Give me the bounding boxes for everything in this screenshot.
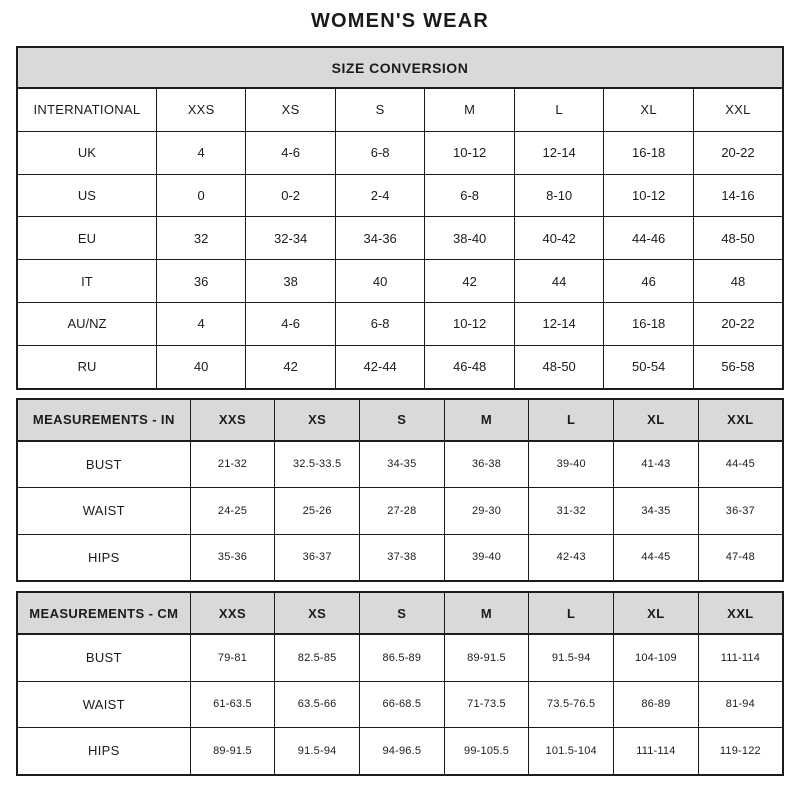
measurements-cm-title: MEASUREMENTS - CM — [17, 592, 190, 634]
cell: 6-8 — [335, 302, 425, 345]
header-cell-s: S — [335, 88, 425, 131]
cell: 66-68.5 — [359, 681, 444, 728]
size-conversion-title: SIZE CONVERSION — [17, 47, 783, 88]
row-label: AU/NZ — [17, 302, 156, 345]
table-row-bust-in — [17, 441, 783, 488]
cell: 44-45 — [614, 534, 699, 581]
cell: 10-12 — [425, 131, 515, 174]
cell: 12-14 — [514, 131, 604, 174]
cell: 56-58 — [693, 345, 783, 388]
header-cell-xl: XL — [614, 399, 699, 441]
header-cell-xxl: XXL — [693, 88, 783, 131]
row-label: IT — [17, 260, 156, 303]
cell: 36-38 — [444, 441, 529, 488]
cell: 94-96.5 — [359, 728, 444, 775]
measurements-cm-table — [16, 591, 784, 776]
cell: 41-43 — [614, 441, 699, 488]
cell: 10-12 — [604, 174, 694, 217]
cell: 46 — [604, 260, 694, 303]
table-row-bust-cm — [17, 634, 783, 681]
cell: 4-6 — [246, 302, 336, 345]
header-cell-xxs: XXS — [190, 592, 275, 634]
table-row-it — [17, 260, 783, 303]
cell: 32.5-33.5 — [275, 441, 360, 488]
cell: 6-8 — [335, 131, 425, 174]
cell: 16-18 — [604, 302, 694, 345]
cell: 63.5-66 — [275, 681, 360, 728]
row-label: WAIST — [17, 681, 190, 728]
header-cell-xxl: XXL — [698, 399, 783, 441]
measurements-in-header-row — [17, 399, 783, 441]
row-label: US — [17, 174, 156, 217]
header-cell-s: S — [359, 399, 444, 441]
cell: 44 — [514, 260, 604, 303]
cell: 50-54 — [604, 345, 694, 388]
header-cell-xl: XL — [604, 88, 694, 131]
cell: 40 — [335, 260, 425, 303]
cell: 6-8 — [425, 174, 515, 217]
cell: 48-50 — [693, 217, 783, 260]
cell: 21-32 — [190, 441, 275, 488]
table-row-hips-in — [17, 534, 783, 581]
cell: 82.5-85 — [275, 634, 360, 681]
cell: 14-16 — [693, 174, 783, 217]
table-row-ru — [17, 345, 783, 388]
cell: 119-122 — [698, 728, 783, 775]
cell: 86-89 — [614, 681, 699, 728]
cell: 40-42 — [514, 217, 604, 260]
header-cell-s: S — [359, 592, 444, 634]
cell: 35-36 — [190, 534, 275, 581]
cell: 91.5-94 — [529, 634, 614, 681]
table-row-eu — [17, 217, 783, 260]
row-label: BUST — [17, 634, 190, 681]
size-conversion-table — [16, 46, 784, 390]
table-row-hips-cm — [17, 728, 783, 775]
cell: 79-81 — [190, 634, 275, 681]
cell: 10-12 — [425, 302, 515, 345]
cell: 42-43 — [529, 534, 614, 581]
size-chart-page — [16, 0, 784, 776]
header-cell-xxl: XXL — [698, 592, 783, 634]
cell: 104-109 — [614, 634, 699, 681]
cell: 34-35 — [614, 488, 699, 535]
cell: 32-34 — [246, 217, 336, 260]
cell: 25-26 — [275, 488, 360, 535]
cell: 111-114 — [698, 634, 783, 681]
cell: 16-18 — [604, 131, 694, 174]
cell: 99-105.5 — [444, 728, 529, 775]
header-cell-m: M — [444, 592, 529, 634]
cell: 38-40 — [425, 217, 515, 260]
cell: 42 — [246, 345, 336, 388]
table-row-aunz — [17, 302, 783, 345]
cell: 0-2 — [246, 174, 336, 217]
header-cell-l: L — [514, 88, 604, 131]
row-label: EU — [17, 217, 156, 260]
cell: 89-91.5 — [190, 728, 275, 775]
cell: 8-10 — [514, 174, 604, 217]
cell: 111-114 — [614, 728, 699, 775]
row-label: BUST — [17, 441, 190, 488]
cell: 39-40 — [444, 534, 529, 581]
cell: 61-63.5 — [190, 681, 275, 728]
cell: 29-30 — [444, 488, 529, 535]
cell: 4 — [156, 131, 246, 174]
measurements-cm-header-row — [17, 592, 783, 634]
header-cell-xs: XS — [275, 399, 360, 441]
cell: 46-48 — [425, 345, 515, 388]
cell: 44-45 — [698, 441, 783, 488]
table-row-waist-in — [17, 488, 783, 535]
cell: 2-4 — [335, 174, 425, 217]
header-cell-xxs: XXS — [190, 399, 275, 441]
cell: 44-46 — [604, 217, 694, 260]
table-row-waist-cm — [17, 681, 783, 728]
cell: 32 — [156, 217, 246, 260]
row-label: WAIST — [17, 488, 190, 535]
measurements-in-table — [16, 398, 784, 583]
cell: 42-44 — [335, 345, 425, 388]
row-label: UK — [17, 131, 156, 174]
cell: 89-91.5 — [444, 634, 529, 681]
cell: 20-22 — [693, 131, 783, 174]
header-cell-xxs: XXS — [156, 88, 246, 131]
cell: 36 — [156, 260, 246, 303]
table-row-uk — [17, 131, 783, 174]
size-conversion-header-row — [17, 88, 783, 131]
table-row-us — [17, 174, 783, 217]
row-label: HIPS — [17, 728, 190, 775]
cell: 40 — [156, 345, 246, 388]
cell: 71-73.5 — [444, 681, 529, 728]
header-cell-xs: XS — [275, 592, 360, 634]
cell: 27-28 — [359, 488, 444, 535]
cell: 31-32 — [529, 488, 614, 535]
cell: 4-6 — [246, 131, 336, 174]
cell: 101.5-104 — [529, 728, 614, 775]
cell: 12-14 — [514, 302, 604, 345]
cell: 4 — [156, 302, 246, 345]
cell: 36-37 — [275, 534, 360, 581]
cell: 34-35 — [359, 441, 444, 488]
table-caption-row — [17, 47, 783, 88]
cell: 20-22 — [693, 302, 783, 345]
cell: 34-36 — [335, 217, 425, 260]
cell: 0 — [156, 174, 246, 217]
header-cell-xs: XS — [246, 88, 336, 131]
cell: 37-38 — [359, 534, 444, 581]
cell: 73.5-76.5 — [529, 681, 614, 728]
cell: 24-25 — [190, 488, 275, 535]
header-cell-xl: XL — [614, 592, 699, 634]
cell: 91.5-94 — [275, 728, 360, 775]
header-cell-m: M — [444, 399, 529, 441]
measurements-in-title: MEASUREMENTS - IN — [17, 399, 190, 441]
cell: 38 — [246, 260, 336, 303]
cell: 81-94 — [698, 681, 783, 728]
cell: 36-37 — [698, 488, 783, 535]
header-cell-international: INTERNATIONAL — [17, 88, 156, 131]
cell: 48-50 — [514, 345, 604, 388]
row-label: HIPS — [17, 534, 190, 581]
page-title: WOMEN'S WEAR — [310, 10, 490, 32]
header-cell-l: L — [529, 592, 614, 634]
row-label: RU — [17, 345, 156, 388]
cell: 47-48 — [698, 534, 783, 581]
header-cell-m: M — [425, 88, 515, 131]
cell: 48 — [693, 260, 783, 303]
cell: 39-40 — [529, 441, 614, 488]
cell: 42 — [425, 260, 515, 303]
header-cell-l: L — [529, 399, 614, 441]
cell: 86.5-89 — [359, 634, 444, 681]
